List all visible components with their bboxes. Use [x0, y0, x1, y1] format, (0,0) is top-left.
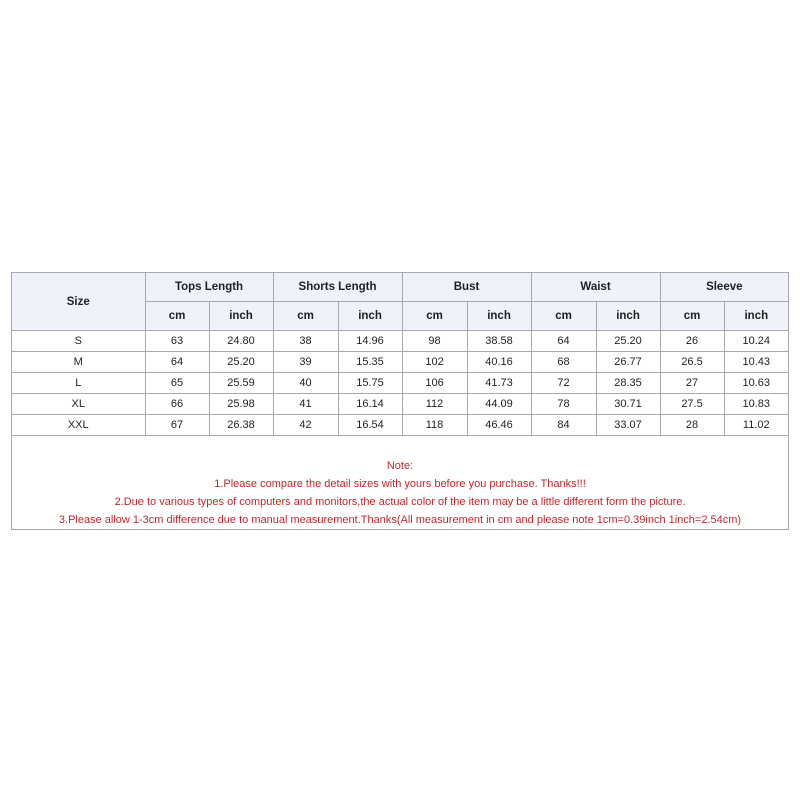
table-cell: 38 — [273, 331, 338, 352]
table-row — [12, 352, 788, 373]
table-cell: 72 — [531, 373, 596, 394]
table-cell: 78 — [531, 394, 596, 415]
unit-header: inch — [209, 302, 273, 331]
table-cell: 41.73 — [467, 373, 531, 394]
table-cell: 44.09 — [467, 394, 531, 415]
unit-header: cm — [531, 302, 596, 331]
unit-header: cm — [660, 302, 724, 331]
table-cell: 26 — [660, 331, 724, 352]
table-cell: 15.35 — [338, 352, 402, 373]
size-table — [12, 273, 788, 436]
unit-header: inch — [724, 302, 788, 331]
group-header-waist: Waist — [531, 273, 660, 302]
note-line-1: 1.Please compare the detail sizes with yours before you purchase. Thanks!!! — [214, 478, 586, 490]
table-cell: 68 — [531, 352, 596, 373]
table-cell: 14.96 — [338, 331, 402, 352]
table-cell: 64 — [531, 331, 596, 352]
group-header-sleeve: Sleeve — [660, 273, 788, 302]
table-cell: 106 — [402, 373, 467, 394]
size-header: Size — [12, 273, 145, 331]
notes-section — [12, 439, 788, 529]
size-cell: M — [12, 352, 145, 373]
table-cell: 28 — [660, 415, 724, 436]
note-line-2: 2.Due to various types of computers and monitors,the actual color of the item may be a little different form the picture. — [114, 496, 686, 508]
unit-header: cm — [145, 302, 209, 331]
table-cell: 25.20 — [596, 331, 660, 352]
table-cell: 112 — [402, 394, 467, 415]
table-row — [12, 394, 788, 415]
table-cell: 64 — [145, 352, 209, 373]
table-cell: 46.46 — [467, 415, 531, 436]
table-row — [12, 415, 788, 436]
table-cell: 26.38 — [209, 415, 273, 436]
table-cell: 26.5 — [660, 352, 724, 373]
table-cell: 40 — [273, 373, 338, 394]
table-cell: 40.16 — [467, 352, 531, 373]
table-cell: 10.83 — [724, 394, 788, 415]
table-cell: 67 — [145, 415, 209, 436]
unit-header: cm — [273, 302, 338, 331]
table-cell: 10.24 — [724, 331, 788, 352]
table-cell: 33.07 — [596, 415, 660, 436]
table-cell: 25.98 — [209, 394, 273, 415]
table-cell: 25.59 — [209, 373, 273, 394]
table-cell: 63 — [145, 331, 209, 352]
table-cell: 38.58 — [467, 331, 531, 352]
table-row — [12, 331, 788, 352]
table-cell: 42 — [273, 415, 338, 436]
unit-header: inch — [596, 302, 660, 331]
table-cell: 10.63 — [724, 373, 788, 394]
table-cell: 26.77 — [596, 352, 660, 373]
table-cell: 27.5 — [660, 394, 724, 415]
table-cell: 10.43 — [724, 352, 788, 373]
table-cell: 102 — [402, 352, 467, 373]
table-cell: 66 — [145, 394, 209, 415]
table-cell: 65 — [145, 373, 209, 394]
table-cell: 11.02 — [724, 415, 788, 436]
note-line-3: 3.Please allow 1-3cm difference due to manual measurement.Thanks(All measurement in cm and please note 1cm=0.39inch 1inch=2.54cm) — [58, 514, 742, 526]
group-header-tops-length: Tops Length — [145, 273, 273, 302]
size-cell: L — [12, 373, 145, 394]
unit-header: inch — [338, 302, 402, 331]
header-row-groups — [12, 273, 788, 302]
table-cell: 28.35 — [596, 373, 660, 394]
table-cell: 30.71 — [596, 394, 660, 415]
size-cell: S — [12, 331, 145, 352]
table-cell: 39 — [273, 352, 338, 373]
size-cell: XL — [12, 394, 145, 415]
table-cell: 118 — [402, 415, 467, 436]
table-cell: 24.80 — [209, 331, 273, 352]
table-cell: 41 — [273, 394, 338, 415]
size-chart — [11, 272, 789, 530]
unit-header: inch — [467, 302, 531, 331]
table-cell: 98 — [402, 331, 467, 352]
table-cell: 16.54 — [338, 415, 402, 436]
table-cell: 16.14 — [338, 394, 402, 415]
table-cell: 27 — [660, 373, 724, 394]
unit-header: cm — [402, 302, 467, 331]
table-cell: 25.20 — [209, 352, 273, 373]
table-row — [12, 373, 788, 394]
size-cell: XXL — [12, 415, 145, 436]
table-cell: 84 — [531, 415, 596, 436]
group-header-bust: Bust — [402, 273, 531, 302]
table-cell: 15.75 — [338, 373, 402, 394]
group-header-shorts-length: Shorts Length — [273, 273, 402, 302]
note-title: Note: — [386, 460, 414, 472]
